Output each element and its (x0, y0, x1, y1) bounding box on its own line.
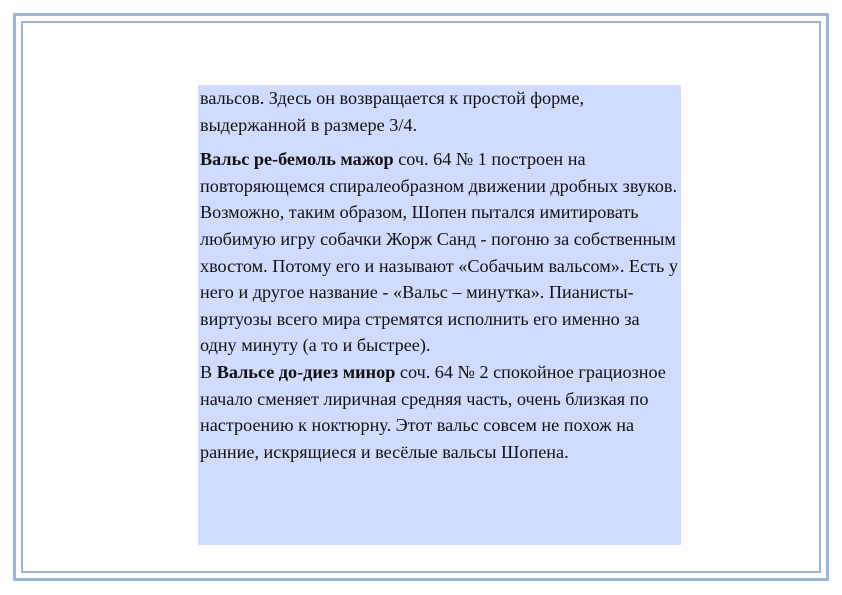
text-block (198, 85, 681, 545)
waltz-c-sharp-prefix: В (200, 361, 217, 382)
paragraph-intro (200, 85, 679, 138)
paragraph-waltz-d-flat (200, 146, 679, 359)
paragraph-intro-text: вальсов. Здесь он возвращается к простой форме, выдержанной в размере 3/4. (200, 88, 585, 135)
waltz-c-sharp-text: соч. 64 № 2 спокойное грациозное начало сменяет лиричная средняя часть, очень близкая по настроению к ноктюрну. Этот вальс совсем не похож на ранние, искрящиеся и весёлые вальсы Шопена. (200, 361, 666, 462)
waltz-c-sharp-title: Вальсе до-диез минор (216, 361, 396, 382)
waltz-d-flat-title: Вальс ре-бемоль мажор (200, 149, 394, 170)
waltz-d-flat-text: соч. 64 № 1 построен на повторяющемся спиралеобразном движении дробных звуков. Возможно, таким образом, Шопен пытался имитировать любимую игру собачки Жорж Санд - погоню за собственным хвостом. Потому его и называют «Собачьим вальсом». Есть у него и другое название - «Вальс – минутка». Пианисты-виртуозы всего мира стремятся исполнить его именно за одну минуту (а то и быстрее). (200, 149, 678, 356)
paragraph-waltz-c-sharp (200, 359, 679, 465)
